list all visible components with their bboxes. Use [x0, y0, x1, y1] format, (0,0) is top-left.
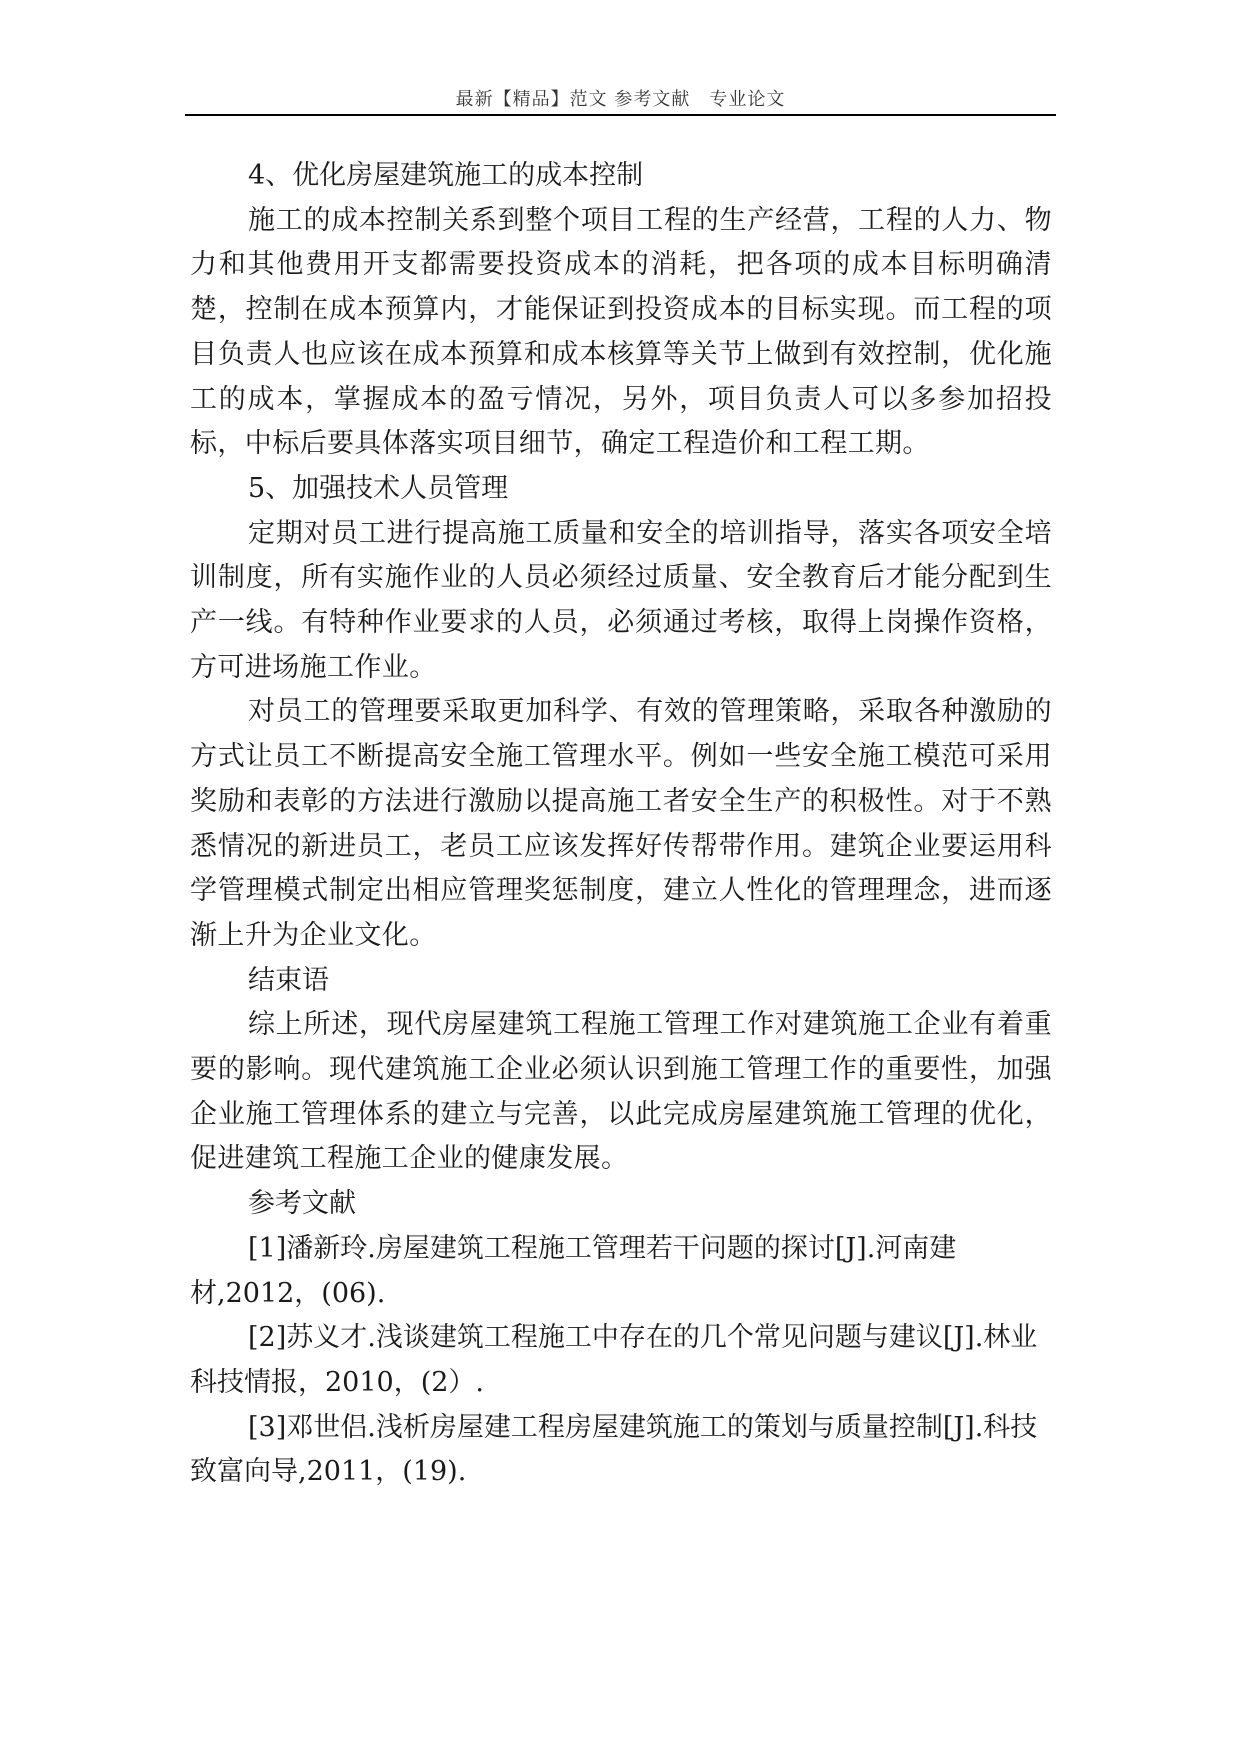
page-header: 最新【精品】范文 参考文献 专业论文	[455, 89, 786, 110]
paragraph-management-strategy: 对员工的管理要采取更加科学、有效的管理策略，采取各种激励的方式让员工不断提高安全施工管理水平。例如一些安全施工模范可采用奖励和表彰的方法进行激励以提高施工者安全生产的积极性。对于不熟悉情况的新进员工，老员工应该发挥好传帮带作用。建筑企业要运用科学管理模式制定出相应管理奖惩制度，建立人性化的管理理念，进而逐渐上升为企业文化。	[190, 696, 1052, 951]
reference-item: [3]邓世侣.浅析房屋建工程房屋建筑施工的策划与质量控制[J].科技致富向导,2011，(19).	[190, 1411, 1038, 1488]
references-heading: 参考文献	[248, 1188, 356, 1220]
section-heading-staff-management: 5、加强技术人员管理	[248, 472, 509, 504]
paragraph-cost-control: 施工的成本控制关系到整个项目工程的生产经营，工程的人力、物力和其他费用开支都需要投资成本的消耗，把各项的成本目标明确清楚，控制在成本预算内，才能保证到投资成本的目标实现。而工程的项目负责人也应该在成本预算和成本核算等关节上做到有效控制，优化施工的成本，掌握成本的盈亏情况，另外，项目负责人可以多参加招投标，中标后要具体落实项目细节，确定工程造价和工程工期。	[190, 204, 1052, 460]
conclusion-heading: 结束语	[248, 964, 329, 996]
document-body	[190, 154, 1052, 1495]
reference-item: [2]苏义才.浅谈建筑工程施工中存在的几个常见问题与建议[J].林业科技情报，2010，(2）.	[190, 1322, 1038, 1398]
reference-item: [1]潘新玲.房屋建筑工程施工管理若干问题的探讨[J].河南建材,2012，(06).	[190, 1232, 957, 1309]
header-divider	[185, 114, 1056, 116]
paragraph-training: 定期对员工进行提高施工质量和安全的培训指导，落实各项安全培训制度，所有实施作业的人员必须经过质量、安全教育后才能分配到生产一线。有特种作业要求的人员，必须通过考核，取得上岗操作资格，方可进场施工作业。	[190, 517, 1052, 683]
section-heading-cost-control: 4、优化房屋建筑施工的成本控制	[248, 160, 644, 191]
paragraph-conclusion: 综上所述，现代房屋建筑工程施工管理工作对建筑施工企业有着重要的影响。现代建筑施工企业必须认识到施工管理工作的重要性，加强企业施工管理体系的建立与完善，以此完成房屋建筑施工管理的优化，促进建筑工程施工企业的健康发展。	[190, 1009, 1052, 1175]
